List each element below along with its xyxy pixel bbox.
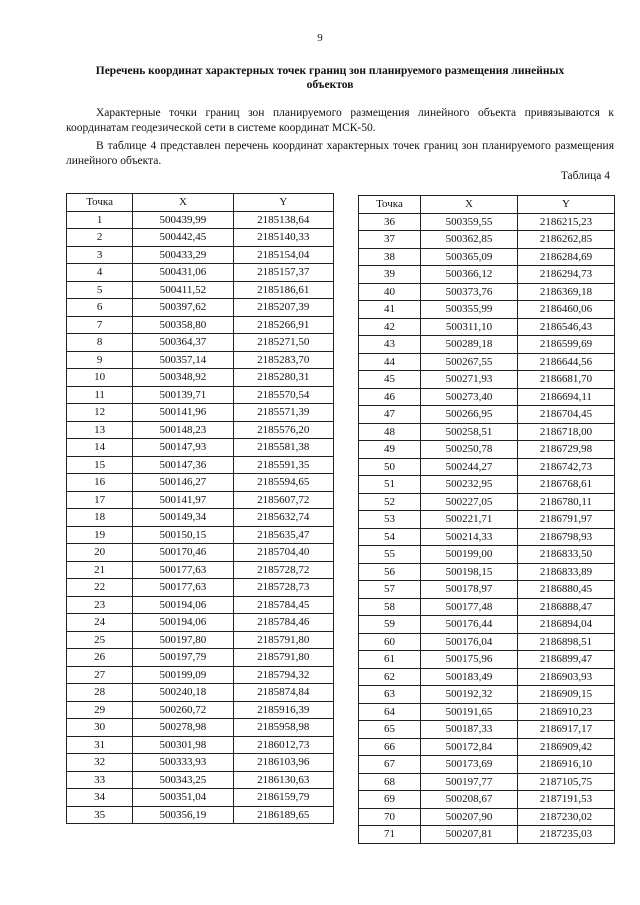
cell-point: 44 (359, 353, 421, 371)
table-row (359, 616, 615, 634)
cell-point: 22 (67, 579, 133, 597)
table-row (359, 686, 615, 704)
table-row (67, 439, 334, 457)
table-row (67, 404, 334, 422)
cell-x: 500348,92 (133, 369, 233, 387)
cell-y: 2186012,73 (233, 736, 333, 754)
cell-point: 64 (359, 703, 421, 721)
cell-x: 500364,37 (133, 334, 233, 352)
cell-y: 2186729,98 (518, 441, 615, 459)
table-row (359, 301, 615, 319)
cell-x: 500357,14 (133, 351, 233, 369)
cell-point: 2 (67, 229, 133, 247)
cell-y: 2186899,47 (518, 651, 615, 669)
cell-point: 46 (359, 388, 421, 406)
table-row (359, 476, 615, 494)
cell-x: 500194,06 (133, 614, 233, 632)
cell-x: 500178,97 (421, 581, 518, 599)
table-row (359, 511, 615, 529)
table-row (359, 423, 615, 441)
paragraph-intro: Характерные точки границ зон планируемого размещения линейного объекта привязываются к координатам геодезической сети в системе координат МСК-50. (66, 107, 614, 134)
cell-x: 500356,19 (133, 806, 233, 824)
table-row (67, 281, 334, 299)
cell-y: 2187235,03 (518, 826, 615, 844)
cell-point: 16 (67, 474, 133, 492)
cell-y: 2186894,04 (518, 616, 615, 634)
cell-point: 47 (359, 406, 421, 424)
cell-y: 2186460,06 (518, 301, 615, 319)
cell-x: 500175,96 (421, 651, 518, 669)
cell-point: 26 (67, 649, 133, 667)
cell-point: 31 (67, 736, 133, 754)
cell-point: 25 (67, 631, 133, 649)
cell-x: 500221,71 (421, 511, 518, 529)
cell-point: 48 (359, 423, 421, 441)
cell-y: 2185280,31 (233, 369, 333, 387)
cell-x: 500177,48 (421, 598, 518, 616)
table-row (67, 351, 334, 369)
table-header-row (67, 194, 334, 212)
cell-point: 35 (67, 806, 133, 824)
header-x: X (421, 196, 518, 214)
cell-point: 70 (359, 808, 421, 826)
cell-point: 32 (67, 754, 133, 772)
cell-y: 2185594,65 (233, 474, 333, 492)
cell-y: 2185157,37 (233, 264, 333, 282)
cell-x: 500214,33 (421, 528, 518, 546)
cell-x: 500311,10 (421, 318, 518, 336)
cell-x: 500139,71 (133, 386, 233, 404)
cell-y: 2186718,00 (518, 423, 615, 441)
cell-y: 2186909,15 (518, 686, 615, 704)
cell-y: 2186917,17 (518, 721, 615, 739)
table-row (67, 736, 334, 754)
cell-y: 2186916,10 (518, 756, 615, 774)
cell-point: 43 (359, 336, 421, 354)
cell-y: 2186704,45 (518, 406, 615, 424)
cell-y: 2186903,93 (518, 668, 615, 686)
cell-point: 40 (359, 283, 421, 301)
cell-y: 2186791,97 (518, 511, 615, 529)
table-row (67, 561, 334, 579)
cell-y: 2186103,96 (233, 754, 333, 772)
table-row (359, 388, 615, 406)
cell-point: 41 (359, 301, 421, 319)
cell-point: 15 (67, 456, 133, 474)
cell-y: 2186189,65 (233, 806, 333, 824)
header-point: Точка (67, 194, 133, 212)
table-row (67, 754, 334, 772)
header-point: Точка (359, 196, 421, 214)
table-row (67, 421, 334, 439)
cell-point: 34 (67, 789, 133, 807)
cell-x: 500149,34 (133, 509, 233, 527)
table-row (359, 266, 615, 284)
cell-point: 51 (359, 476, 421, 494)
cell-x: 500301,98 (133, 736, 233, 754)
cell-y: 2185874,84 (233, 684, 333, 702)
cell-y: 2185728,73 (233, 579, 333, 597)
cell-x: 500442,45 (133, 229, 233, 247)
cell-y: 2186644,56 (518, 353, 615, 371)
cell-point: 49 (359, 441, 421, 459)
table-row (359, 826, 615, 844)
cell-y: 2185271,50 (233, 334, 333, 352)
table-row (359, 441, 615, 459)
cell-x: 500266,95 (421, 406, 518, 424)
table-row (359, 231, 615, 249)
cell-point: 53 (359, 511, 421, 529)
cell-point: 30 (67, 719, 133, 737)
cell-point: 66 (359, 738, 421, 756)
table-row (67, 369, 334, 387)
cell-x: 500176,04 (421, 633, 518, 651)
cell-point: 58 (359, 598, 421, 616)
cell-point: 28 (67, 684, 133, 702)
table-row (67, 264, 334, 282)
table-row (359, 668, 615, 686)
cell-x: 500172,84 (421, 738, 518, 756)
cell-x: 500267,55 (421, 353, 518, 371)
cell-point: 57 (359, 581, 421, 599)
header-y: Y (233, 194, 333, 212)
cell-y: 2185958,98 (233, 719, 333, 737)
cell-x: 500244,27 (421, 458, 518, 476)
cell-x: 500365,09 (421, 248, 518, 266)
cell-x: 500358,80 (133, 316, 233, 334)
table-row (67, 631, 334, 649)
cell-point: 52 (359, 493, 421, 511)
cell-x: 500147,93 (133, 439, 233, 457)
cell-x: 500148,23 (133, 421, 233, 439)
cell-x: 500260,72 (133, 701, 233, 719)
cell-y: 2186546,43 (518, 318, 615, 336)
cell-point: 71 (359, 826, 421, 844)
cell-x: 500431,06 (133, 264, 233, 282)
cell-x: 500199,00 (421, 546, 518, 564)
cell-point: 60 (359, 633, 421, 651)
cell-point: 27 (67, 666, 133, 684)
cell-y: 2185791,80 (233, 631, 333, 649)
cell-x: 500232,95 (421, 476, 518, 494)
cell-y: 2185140,33 (233, 229, 333, 247)
cell-point: 23 (67, 596, 133, 614)
table-row (67, 666, 334, 684)
cell-x: 500173,69 (421, 756, 518, 774)
cell-x: 500207,81 (421, 826, 518, 844)
cell-x: 500355,99 (421, 301, 518, 319)
cell-y: 2185576,20 (233, 421, 333, 439)
table-row (67, 229, 334, 247)
table-row (67, 806, 334, 824)
table-row (359, 493, 615, 511)
cell-x: 500150,15 (133, 526, 233, 544)
coordinates-table-left (66, 193, 334, 824)
paragraph-table-reference: В таблице 4 представлен перечень координат характерных точек границ зон планируемого размещения линейного объекта. (66, 140, 614, 167)
page-number: 9 (317, 32, 323, 44)
cell-y: 2185138,64 (233, 211, 333, 229)
table-row (67, 771, 334, 789)
cell-x: 500240,18 (133, 684, 233, 702)
cell-y: 2185207,39 (233, 299, 333, 317)
cell-x: 500197,79 (133, 649, 233, 667)
cell-y: 2185632,74 (233, 509, 333, 527)
cell-y: 2186798,93 (518, 528, 615, 546)
cell-point: 12 (67, 404, 133, 422)
cell-y: 2185607,72 (233, 491, 333, 509)
cell-x: 500192,32 (421, 686, 518, 704)
cell-x: 500141,96 (133, 404, 233, 422)
cell-y: 2185784,45 (233, 596, 333, 614)
table-row (67, 614, 334, 632)
cell-x: 500397,62 (133, 299, 233, 317)
cell-y: 2186694,11 (518, 388, 615, 406)
table-row (359, 213, 615, 231)
table-row (67, 526, 334, 544)
cell-point: 4 (67, 264, 133, 282)
cell-point: 5 (67, 281, 133, 299)
cell-point: 37 (359, 231, 421, 249)
cell-x: 500433,29 (133, 246, 233, 264)
cell-x: 500197,77 (421, 773, 518, 791)
cell-point: 61 (359, 651, 421, 669)
cell-x: 500373,76 (421, 283, 518, 301)
table-row (67, 649, 334, 667)
table-row (67, 701, 334, 719)
cell-point: 14 (67, 439, 133, 457)
table-row (359, 791, 615, 809)
cell-point: 54 (359, 528, 421, 546)
table-row (67, 246, 334, 264)
cell-x: 500146,27 (133, 474, 233, 492)
table-row (359, 773, 615, 791)
cell-y: 2186369,18 (518, 283, 615, 301)
coordinates-table-right (358, 195, 615, 844)
table-row (359, 651, 615, 669)
table-row (67, 789, 334, 807)
cell-y: 2187191,53 (518, 791, 615, 809)
cell-x: 500197,80 (133, 631, 233, 649)
table-caption: Таблица 4 (560, 170, 610, 182)
cell-y: 2185571,39 (233, 404, 333, 422)
cell-x: 500208,67 (421, 791, 518, 809)
table-row (67, 684, 334, 702)
cell-y: 2185581,38 (233, 439, 333, 457)
cell-point: 29 (67, 701, 133, 719)
table-row (67, 719, 334, 737)
cell-point: 18 (67, 509, 133, 527)
cell-point: 50 (359, 458, 421, 476)
cell-x: 500198,15 (421, 563, 518, 581)
cell-point: 13 (67, 421, 133, 439)
cell-y: 2185266,91 (233, 316, 333, 334)
cell-x: 500227,05 (421, 493, 518, 511)
cell-point: 1 (67, 211, 133, 229)
table-row (359, 721, 615, 739)
cell-point: 33 (67, 771, 133, 789)
header-x: X (133, 194, 233, 212)
table-row (67, 544, 334, 562)
table-row (359, 808, 615, 826)
table-row (359, 756, 615, 774)
cell-y: 2186780,11 (518, 493, 615, 511)
cell-y: 2186215,23 (518, 213, 615, 231)
table-row (359, 248, 615, 266)
cell-x: 500147,36 (133, 456, 233, 474)
table-row (359, 318, 615, 336)
cell-y: 2187105,75 (518, 773, 615, 791)
cell-x: 500194,06 (133, 596, 233, 614)
cell-y: 2186768,61 (518, 476, 615, 494)
document-title: Перечень координат характерных точек границ зон планируемого размещения линейных объектов (95, 65, 565, 91)
cell-point: 7 (67, 316, 133, 334)
cell-x: 500199,09 (133, 666, 233, 684)
table-header-row (359, 196, 615, 214)
cell-x: 500271,93 (421, 371, 518, 389)
cell-x: 500258,51 (421, 423, 518, 441)
header-y: Y (518, 196, 615, 214)
cell-point: 55 (359, 546, 421, 564)
table-row (359, 458, 615, 476)
cell-point: 8 (67, 334, 133, 352)
cell-x: 500177,63 (133, 561, 233, 579)
table-row (359, 406, 615, 424)
cell-point: 42 (359, 318, 421, 336)
cell-y: 2185591,35 (233, 456, 333, 474)
cell-point: 9 (67, 351, 133, 369)
cell-y: 2186262,85 (518, 231, 615, 249)
cell-point: 3 (67, 246, 133, 264)
cell-y: 2185704,40 (233, 544, 333, 562)
cell-point: 39 (359, 266, 421, 284)
cell-x: 500359,55 (421, 213, 518, 231)
cell-point: 67 (359, 756, 421, 774)
cell-point: 59 (359, 616, 421, 634)
cell-point: 63 (359, 686, 421, 704)
cell-point: 65 (359, 721, 421, 739)
cell-y: 2185784,46 (233, 614, 333, 632)
cell-y: 2186898,51 (518, 633, 615, 651)
cell-y: 2185728,72 (233, 561, 333, 579)
cell-x: 500207,90 (421, 808, 518, 826)
cell-x: 500366,12 (421, 266, 518, 284)
table-row (67, 456, 334, 474)
table-row (359, 703, 615, 721)
table-row (359, 528, 615, 546)
cell-point: 11 (67, 386, 133, 404)
cell-y: 2186159,79 (233, 789, 333, 807)
cell-x: 500191,65 (421, 703, 518, 721)
cell-x: 500183,49 (421, 668, 518, 686)
cell-x: 500278,98 (133, 719, 233, 737)
cell-x: 500250,78 (421, 441, 518, 459)
table-row (67, 334, 334, 352)
table-row (359, 371, 615, 389)
cell-x: 500141,97 (133, 491, 233, 509)
table-row (67, 491, 334, 509)
cell-y: 2186909,42 (518, 738, 615, 756)
cell-y: 2186284,69 (518, 248, 615, 266)
table-row (359, 633, 615, 651)
cell-y: 2186833,89 (518, 563, 615, 581)
cell-y: 2186880,45 (518, 581, 615, 599)
cell-point: 45 (359, 371, 421, 389)
cell-y: 2186742,73 (518, 458, 615, 476)
cell-x: 500439,99 (133, 211, 233, 229)
cell-point: 17 (67, 491, 133, 509)
cell-y: 2185283,70 (233, 351, 333, 369)
cell-point: 36 (359, 213, 421, 231)
table-row (359, 336, 615, 354)
cell-point: 6 (67, 299, 133, 317)
cell-point: 24 (67, 614, 133, 632)
cell-y: 2186910,23 (518, 703, 615, 721)
cell-y: 2186130,63 (233, 771, 333, 789)
cell-x: 500343,25 (133, 771, 233, 789)
cell-y: 2185635,47 (233, 526, 333, 544)
cell-x: 500411,52 (133, 281, 233, 299)
cell-y: 2185791,80 (233, 649, 333, 667)
table-row (67, 509, 334, 527)
cell-point: 19 (67, 526, 133, 544)
cell-y: 2185186,61 (233, 281, 333, 299)
cell-y: 2185570,54 (233, 386, 333, 404)
table-row (67, 386, 334, 404)
cell-point: 21 (67, 561, 133, 579)
cell-point: 56 (359, 563, 421, 581)
table-row (67, 474, 334, 492)
cell-y: 2186294,73 (518, 266, 615, 284)
cell-point: 69 (359, 791, 421, 809)
cell-x: 500351,04 (133, 789, 233, 807)
cell-x: 500333,93 (133, 754, 233, 772)
cell-y: 2186888,47 (518, 598, 615, 616)
cell-y: 2186681,70 (518, 371, 615, 389)
table-row (67, 579, 334, 597)
table-row (359, 581, 615, 599)
cell-x: 500273,40 (421, 388, 518, 406)
table-row (67, 316, 334, 334)
table-row (359, 738, 615, 756)
cell-x: 500187,33 (421, 721, 518, 739)
cell-y: 2185794,32 (233, 666, 333, 684)
table-row (67, 211, 334, 229)
table-row (359, 353, 615, 371)
cell-y: 2186833,50 (518, 546, 615, 564)
table-row (359, 546, 615, 564)
cell-point: 20 (67, 544, 133, 562)
table-row (67, 299, 334, 317)
cell-y: 2185154,04 (233, 246, 333, 264)
cell-point: 62 (359, 668, 421, 686)
table-row (359, 283, 615, 301)
cell-point: 38 (359, 248, 421, 266)
table-row (359, 598, 615, 616)
cell-x: 500170,46 (133, 544, 233, 562)
table-row (359, 563, 615, 581)
cell-y: 2187230,02 (518, 808, 615, 826)
cell-x: 500289,18 (421, 336, 518, 354)
cell-x: 500362,85 (421, 231, 518, 249)
table-row (67, 596, 334, 614)
cell-y: 2185916,39 (233, 701, 333, 719)
cell-x: 500176,44 (421, 616, 518, 634)
cell-point: 10 (67, 369, 133, 387)
cell-y: 2186599,69 (518, 336, 615, 354)
cell-x: 500177,63 (133, 579, 233, 597)
cell-point: 68 (359, 773, 421, 791)
